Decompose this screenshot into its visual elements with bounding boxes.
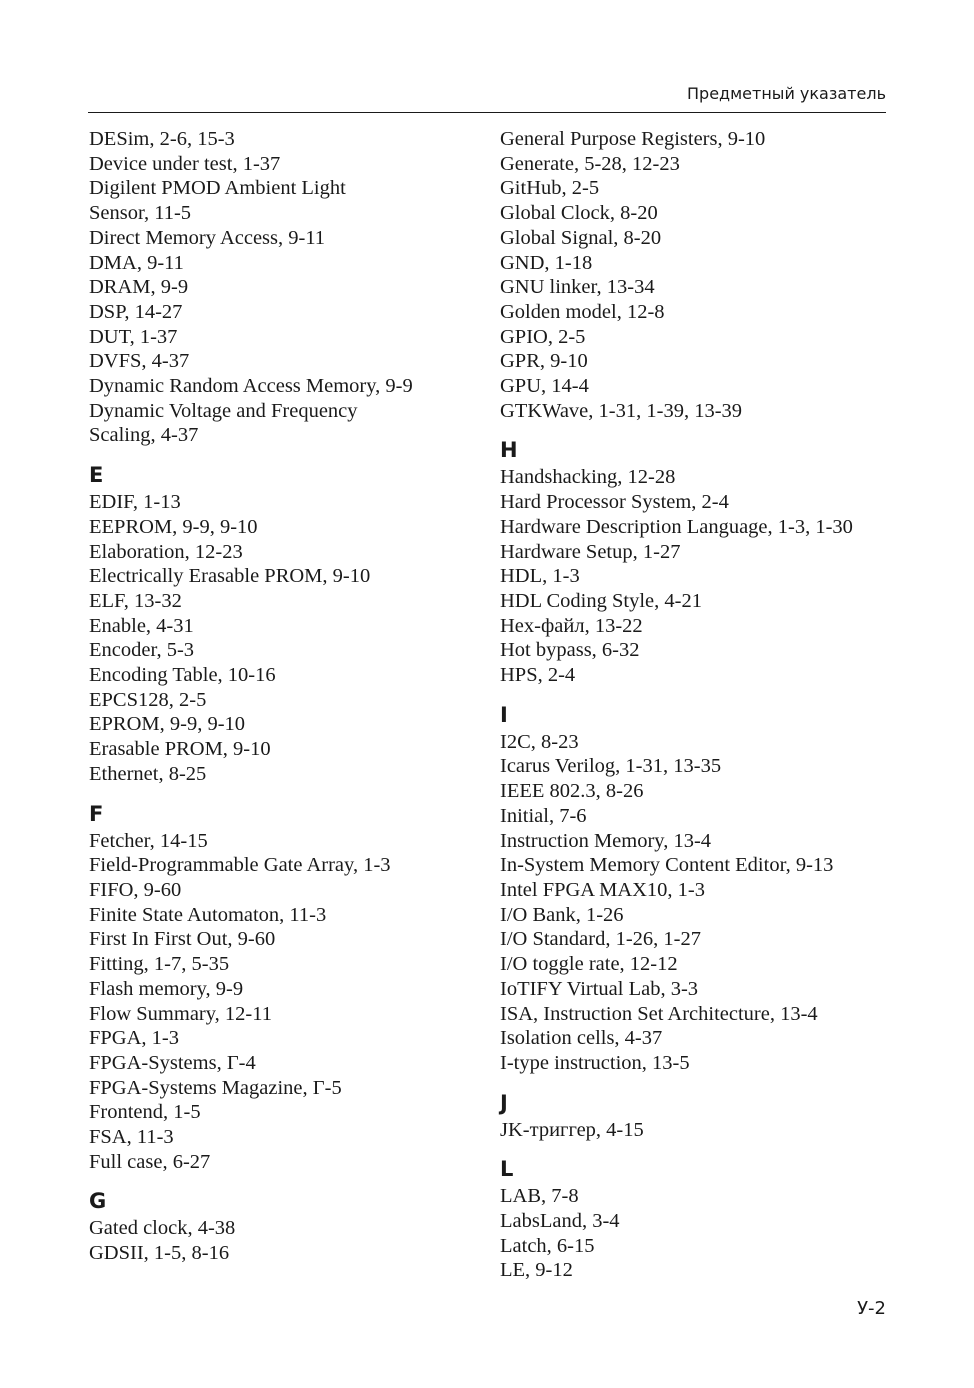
index-entry: Ethernet, 8-25	[89, 762, 207, 785]
index-entry: Generate, 5-28, 12-23	[500, 152, 680, 175]
index-entry: Isolation cells, 4-37	[500, 1027, 663, 1050]
index-section-letter: E	[89, 463, 104, 488]
index-entry: Electrically Erasable PROM, 9-10	[89, 565, 371, 588]
index-entry: Scaling, 4-37	[89, 424, 199, 447]
index-entry: JK-триггер, 4-15	[500, 1118, 644, 1141]
index-entry: Flash memory, 9-9	[89, 977, 244, 1000]
index-entry: FPGA-Systems, Г-4	[89, 1051, 256, 1074]
index-column-right	[500, 127, 890, 1283]
index-entry: Hot bypass, 6-32	[500, 639, 640, 662]
index-entry: General Purpose Registers, 9-10	[500, 128, 766, 150]
index-entry: GND, 1-18	[500, 251, 593, 274]
index-entry: Direct Memory Access, 9-11	[89, 226, 326, 249]
index-section-letter: G	[89, 1189, 107, 1214]
index-entry: Encoding Table, 10-16	[89, 664, 276, 687]
index-entry: Fitting, 1-7, 5-35	[89, 953, 230, 976]
index-section-letter: I	[500, 702, 508, 727]
index-entry: GitHub, 2-5	[500, 177, 600, 200]
index-entry: Erasable PROM, 9-10	[89, 738, 271, 761]
index-entry: Enable, 4-31	[89, 614, 194, 637]
index-section-letter: L	[500, 1157, 514, 1182]
index-entry: Golden model, 12-8	[500, 300, 665, 323]
running-header-title: Предметный указатель	[687, 84, 886, 103]
index-entry: I2C, 8-23	[500, 730, 579, 753]
index-entry: In-System Memory Content Editor, 9-13	[500, 854, 834, 877]
index-entry: Full case, 6-27	[89, 1150, 211, 1173]
index-entry: HPS, 2-4	[500, 664, 576, 687]
index-entry: EEPROM, 9-9, 9-10	[89, 515, 258, 538]
index-section-letter: J	[500, 1090, 508, 1115]
index-entry: I/O toggle rate, 12-12	[500, 953, 678, 976]
index-entry: DVFS, 4-37	[89, 350, 190, 373]
index-entry: EPROM, 9-9, 9-10	[89, 713, 246, 736]
index-entry: Hardware Description Language, 1-3, 1-30	[500, 515, 853, 538]
index-entry: First In First Out, 9-60	[89, 928, 276, 951]
index-entry: Hex-файл, 13-22	[500, 614, 643, 637]
index-entry: Field-Programmable Gate Array, 1-3	[89, 854, 391, 877]
index-entry: Digilent PMOD Ambient Light	[89, 177, 346, 200]
index-entry: Global Clock, 8-20	[500, 202, 658, 225]
header-rule	[88, 112, 886, 113]
index-entry: FPGA, 1-3	[89, 1027, 179, 1050]
index-entry: Hardware Setup, 1-27	[500, 540, 681, 563]
index-entry: Icarus Verilog, 1-31, 13-35	[500, 755, 722, 778]
index-entry: FIFO, 9-60	[89, 878, 182, 901]
index-entry: FSA, 11-3	[89, 1126, 174, 1149]
index-entry: DMA, 9-11	[89, 251, 184, 274]
index-entry: LabsLand, 3-4	[500, 1210, 620, 1233]
index-entry: DUT, 1-37	[89, 325, 178, 348]
index-entry: Elaboration, 12-23	[89, 540, 243, 563]
index-entry: I/O Standard, 1-26, 1-27	[500, 928, 701, 951]
index-entry: LE, 9-12	[500, 1259, 573, 1282]
index-entry: HDL Coding Style, 4-21	[500, 589, 702, 612]
index-entry: DRAM, 9-9	[89, 276, 189, 299]
index-entry: Gated clock, 4-38	[89, 1217, 236, 1240]
index-entry: Frontend, 1-5	[89, 1101, 201, 1124]
index-entry: Fetcher, 14-15	[89, 829, 208, 852]
index-section-letter: H	[500, 438, 518, 463]
index-entry: Initial, 7-6	[500, 804, 587, 827]
index-entry: I/O Bank, 1-26	[500, 903, 624, 926]
page-number: У-2	[857, 1298, 886, 1319]
index-entry: GTKWave, 1-31, 1-39, 13-39	[500, 399, 743, 422]
index-entry: ELF, 13-32	[89, 589, 182, 612]
index-entry: I-type instruction, 13-5	[500, 1051, 690, 1074]
index-entry: FPGA-Systems Magazine, Г-5	[89, 1076, 342, 1099]
index-entry: Flow Summary, 12-11	[89, 1002, 272, 1025]
index-entry: GNU linker, 13-34	[500, 276, 655, 299]
index-entry: ISA, Instruction Set Architecture, 13-4	[500, 1002, 818, 1025]
index-entry: Encoder, 5-3	[89, 639, 195, 662]
index-entry: LAB, 7-8	[500, 1185, 579, 1208]
index-entry: Dynamic Random Access Memory, 9-9	[89, 375, 413, 398]
index-entry: DSP, 14-27	[89, 300, 183, 323]
index-entry: HDL, 1-3	[500, 565, 580, 588]
index-entry: GPU, 14-4	[500, 375, 589, 398]
index-entry: Instruction Memory, 13-4	[500, 829, 712, 852]
index-entry: Hard Processor System, 2-4	[500, 491, 729, 514]
index-entry: DESim, 2-6, 15-3	[89, 128, 235, 150]
index-column-left	[89, 127, 479, 1266]
index-entry: Handshacking, 12-28	[500, 466, 676, 489]
index-entry: Device under test, 1-37	[89, 152, 281, 175]
index-entry: Latch, 6-15	[500, 1234, 595, 1257]
index-entry: GDSII, 1-5, 8-16	[89, 1242, 230, 1265]
index-entry: EDIF, 1-13	[89, 491, 181, 514]
index-entry: Intel FPGA MAX10, 1-3	[500, 878, 706, 901]
index-entry: IEEE 802.3, 8-26	[500, 780, 644, 803]
index-entry: Sensor, 11-5	[89, 202, 192, 225]
index-entry: IoTIFY Virtual Lab, 3-3	[500, 977, 699, 1000]
index-entry: Dynamic Voltage and Frequency	[89, 399, 358, 422]
index-entry: Global Signal, 8-20	[500, 226, 662, 249]
index-entry: GPR, 9-10	[500, 350, 588, 373]
index-entry: Finite State Automaton, 11-3	[89, 903, 327, 926]
index-entry: EPCS128, 2-5	[89, 688, 207, 711]
index-entry: GPIO, 2-5	[500, 325, 586, 348]
index-section-letter: F	[89, 801, 104, 826]
